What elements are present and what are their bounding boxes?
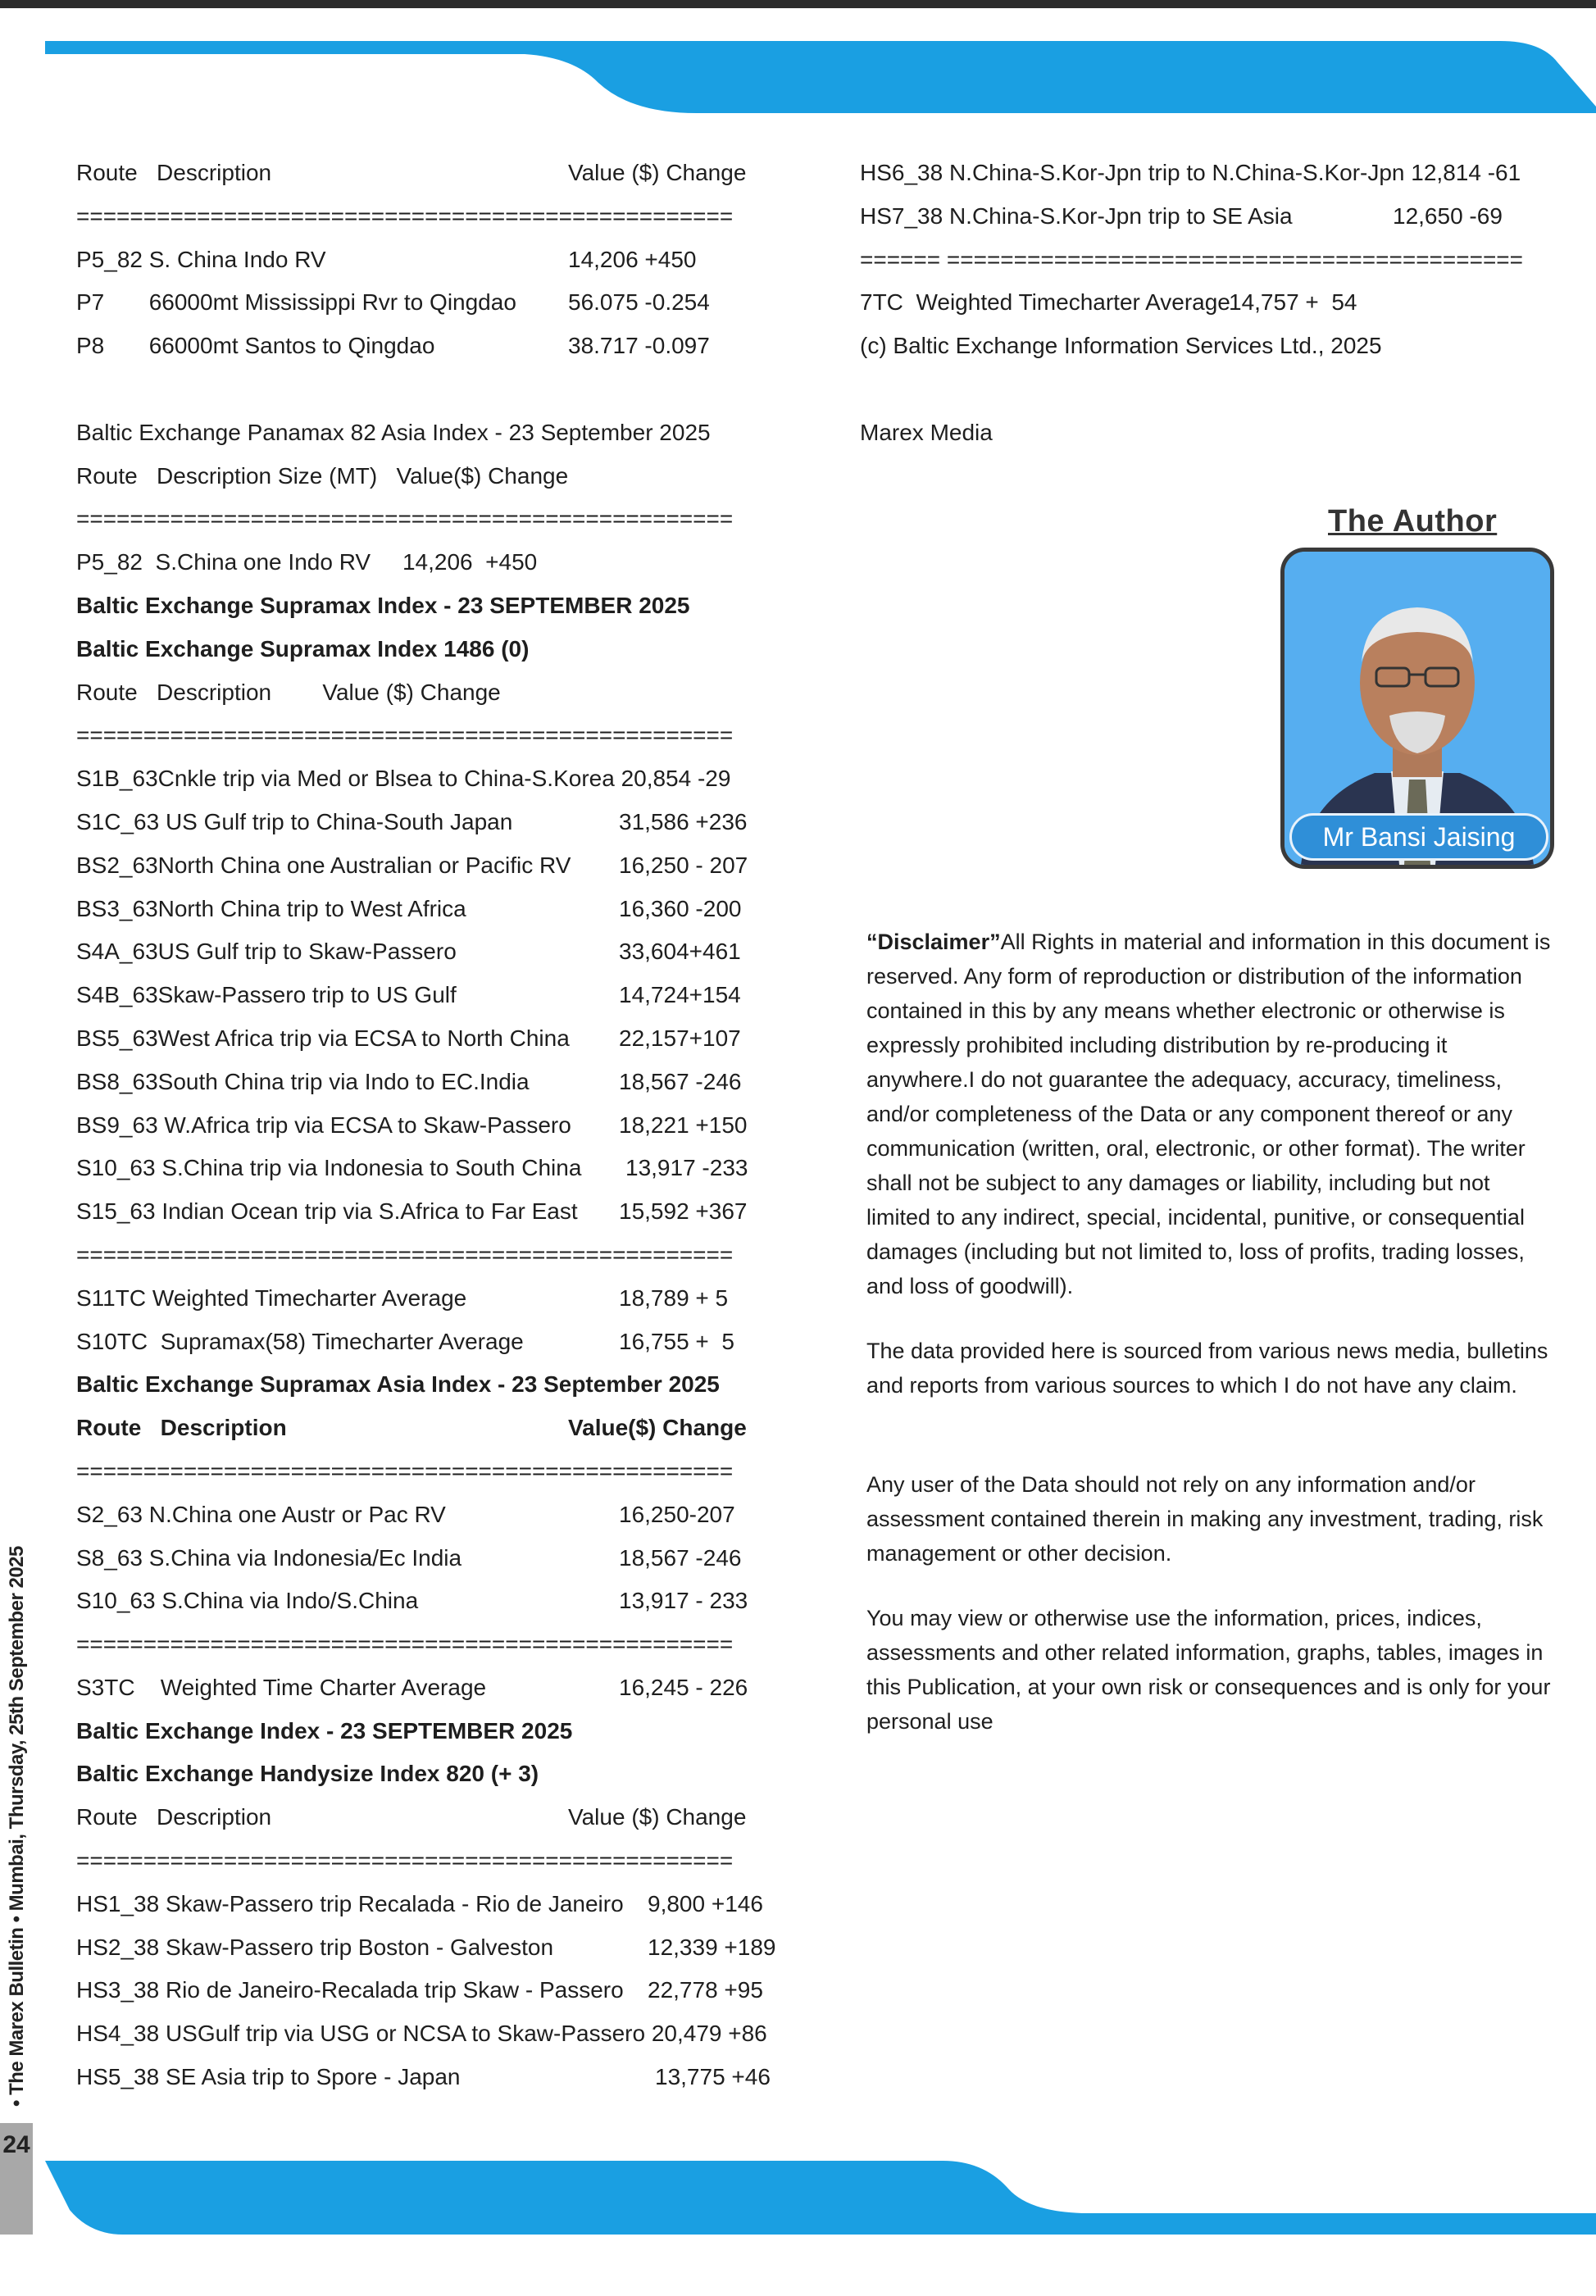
line-value: 13,917 -233 xyxy=(625,1155,748,1181)
disclaimer-paragraph xyxy=(866,925,1555,1303)
left-text-line xyxy=(76,1796,814,1839)
left-text-line xyxy=(76,1234,814,1277)
line-label: ================================================= xyxy=(76,1241,734,1267)
line-label: ================================================= xyxy=(76,1631,734,1657)
line-label: ================================================= xyxy=(76,1457,734,1484)
publication-side-label: • The Marex Bulletin • Mumbai, Thursday, 25th September 2025 xyxy=(6,1546,28,2107)
line-label: BS9_63 W.Africa trip via ECSA to Skaw-Passero xyxy=(76,1112,571,1138)
line-label: (c) Baltic Exchange Information Services Ltd., 2025 xyxy=(860,333,1382,359)
line-label: Baltic Exchange Handysize Index 820 (+ 3) xyxy=(76,1761,539,1787)
line-label: BS5_63West Africa trip via ECSA to North China xyxy=(76,1025,570,1051)
line-label: HS5_38 SE Asia trip to Spore - Japan xyxy=(76,2064,461,2090)
line-label: Baltic Exchange Panamax 82 Asia Index - 23 September 2025 xyxy=(76,419,711,445)
left-text-line xyxy=(76,1407,814,1450)
line-label: P8 66000mt Santos to Qingdao xyxy=(76,333,435,359)
left-text-line xyxy=(76,1104,814,1148)
right-text-line xyxy=(860,281,1565,325)
line-value: 18,567 -246 xyxy=(619,1068,742,1094)
line-value: 33,604+461 xyxy=(619,939,741,965)
right-text-line xyxy=(860,239,1565,282)
line-value: 18,789 + 5 xyxy=(619,1284,729,1311)
left-text-line xyxy=(76,1321,814,1364)
line-value: 15,592 +367 xyxy=(619,1198,748,1225)
line-value: 14,206 +450 xyxy=(568,246,697,272)
right-text-line xyxy=(860,152,1565,195)
line-label: ================================================= xyxy=(76,1848,734,1874)
left-text-line xyxy=(76,801,814,844)
line-value: 22,778 +95 xyxy=(648,1977,763,2003)
left-text-line xyxy=(76,541,814,584)
disclaimer-text: All Rights in material and information in this document is reserved. Any form of reproduction or distribution of the information contained in this by any means whether electronic or otherwise is expressly prohibited including distribution by re-producing it anywhere.I do not guarantee the adequacy, accuracy, timeliness, and/or completeness of the Data or any component thereof or any communication (written, oral, electronic, or other format). The writer shall not be subject to any damages or liability, including but not limited to any indirect, special, incidental, punitive, or consequential damages (including but not limited to, loss of profits, trading losses, and loss of goodwill). xyxy=(866,930,1551,1298)
line-label: S10TC Supramax(58) Timecharter Average xyxy=(76,1328,524,1354)
line-label: HS1_38 Skaw-Passero trip Recalada - Rio de Janeiro xyxy=(76,1890,624,1916)
line-value: 16,245 - 226 xyxy=(619,1674,748,1700)
line-label: Route Description Size (MT) Value($) Change xyxy=(76,462,569,489)
line-label: Baltic Exchange Index - 23 SEPTEMBER 2025 xyxy=(76,1717,573,1744)
left-column-rates xyxy=(76,152,814,2099)
line-value: 56.075 -0.254 xyxy=(568,289,710,316)
line-label: Marex Media xyxy=(860,419,993,445)
line-label: ================================================= xyxy=(76,202,734,229)
right-text-line xyxy=(860,325,1565,368)
left-text-line xyxy=(76,325,814,368)
line-label: Baltic Exchange Supramax Index - 23 SEPTEMBER 2025 xyxy=(76,592,690,618)
left-text-line xyxy=(76,757,814,801)
left-text-line xyxy=(76,1926,814,1970)
left-text-line xyxy=(76,1537,814,1580)
line-label: HS7_38 N.China-S.Kor-Jpn trip to SE Asia xyxy=(860,202,1293,229)
line-label: BS8_63South China trip via Indo to EC.India xyxy=(76,1068,530,1094)
line-label: S2_63 N.China one Austr or Pac RV xyxy=(76,1501,446,1527)
line-value: 16,360 -200 xyxy=(619,895,742,921)
left-text-line xyxy=(76,498,814,541)
left-text-line xyxy=(76,281,814,325)
line-label: HS4_38 USGulf trip via USG or NCSA to Skaw-Passero 20,479 +86 xyxy=(76,2021,767,2047)
line-value: 16,755 + 5 xyxy=(619,1328,734,1354)
right-text-line xyxy=(860,368,1565,411)
line-label: S3TC Weighted Time Charter Average xyxy=(76,1674,487,1700)
line-value: 12,339 +189 xyxy=(648,1934,776,1960)
line-value: Value($) Change xyxy=(568,1415,747,1441)
left-text-line xyxy=(76,1753,814,1796)
line-label: Route Description Value ($) Change xyxy=(76,679,501,705)
line-label: S10_63 S.China via Indo/S.China xyxy=(76,1588,419,1614)
left-text-line xyxy=(76,239,814,282)
line-value: 14,757 + 54 xyxy=(1229,289,1357,316)
right-column-rates xyxy=(860,152,1565,455)
line-label: S1C_63 US Gulf trip to China-South Japan xyxy=(76,808,513,834)
author-name-badge: Mr Bansi Jaising xyxy=(1289,813,1548,861)
line-label: S4B_63Skaw-Passero trip to US Gulf xyxy=(76,982,457,1008)
line-label: HS6_38 N.China-S.Kor-Jpn trip to N.China-S.Kor-Jpn 12,814 -61 xyxy=(860,160,1521,185)
left-text-line xyxy=(76,1017,814,1061)
line-value: 22,157+107 xyxy=(619,1025,741,1051)
line-label: S8_63 S.China via Indonesia/Ec India xyxy=(76,1544,462,1571)
line-label: ====== =========================================== xyxy=(860,246,1524,272)
line-value: 38.717 -0.097 xyxy=(568,333,710,359)
bottom-blue-banner xyxy=(0,2156,1596,2238)
left-text-line xyxy=(76,930,814,974)
left-text-line xyxy=(76,628,814,671)
line-label: P5_82 S. China Indo RV xyxy=(76,246,326,272)
right-text-line xyxy=(860,195,1565,239)
left-text-line xyxy=(76,1363,814,1407)
line-value: 12,650 -69 xyxy=(1393,202,1503,229)
left-text-line xyxy=(76,1623,814,1666)
left-text-line xyxy=(76,1277,814,1321)
left-text-line xyxy=(76,1969,814,2012)
line-label: Route Description xyxy=(76,160,272,185)
left-text-line xyxy=(76,714,814,757)
line-value: 18,567 -246 xyxy=(619,1544,742,1571)
left-text-line xyxy=(76,455,814,498)
left-text-line xyxy=(76,2056,814,2099)
line-label: ================================================= xyxy=(76,506,734,532)
left-text-line xyxy=(76,152,814,195)
page-number-tab xyxy=(0,2123,33,2235)
left-text-line xyxy=(76,1666,814,1710)
line-value: 13,775 +46 xyxy=(655,2064,771,2090)
line-value: 18,221 +150 xyxy=(619,1112,748,1138)
left-text-line xyxy=(76,1494,814,1537)
line-label: HS3_38 Rio de Janeiro-Recalada trip Skaw - Passero xyxy=(76,1977,624,2003)
top-blue-banner xyxy=(0,38,1596,116)
left-text-line xyxy=(76,1710,814,1753)
line-label: P5_82 S.China one Indo RV 14,206 +450 xyxy=(76,549,538,575)
line-label: S15_63 Indian Ocean trip via S.Africa to Far East xyxy=(76,1198,578,1225)
left-text-line xyxy=(76,195,814,239)
line-label: S4A_63US Gulf trip to Skaw-Passero xyxy=(76,939,457,965)
line-value: 14,724+154 xyxy=(619,982,741,1008)
disclaimer-label: “Disclaimer” xyxy=(866,930,1001,954)
left-text-line xyxy=(76,584,814,628)
left-text-line xyxy=(76,1147,814,1190)
left-text-line xyxy=(76,888,814,931)
line-label: Baltic Exchange Supramax Index 1486 (0) xyxy=(76,635,530,662)
line-label: Route Description xyxy=(76,1415,287,1441)
line-value: 13,917 - 233 xyxy=(619,1588,748,1614)
left-text-line xyxy=(76,1580,814,1623)
line-label: P7 66000mt Mississippi Rvr to Qingdao xyxy=(76,289,516,316)
line-label: Route Description xyxy=(76,1804,272,1830)
top-dark-bar xyxy=(0,0,1596,8)
line-label: ================================================= xyxy=(76,722,734,748)
author-heading: The Author xyxy=(1328,504,1498,539)
line-value: 16,250 - 207 xyxy=(619,852,748,878)
line-label: Baltic Exchange Supramax Asia Index - 23 September 2025 xyxy=(76,1371,720,1398)
left-text-line xyxy=(76,1061,814,1104)
left-text-line xyxy=(76,1839,814,1883)
line-value: 16,250-207 xyxy=(619,1501,735,1527)
page-number: 24 xyxy=(2,2131,30,2158)
left-text-line xyxy=(76,844,814,888)
data-source-paragraph: The data provided here is sourced from various news media, bulletins and reports from various sources to which I do not have any claim. xyxy=(866,1339,1548,1398)
line-label: S11TC Weighted Timecharter Average xyxy=(76,1284,467,1311)
line-label: 7TC Weighted Timecharter Average xyxy=(860,289,1230,316)
left-text-line xyxy=(76,974,814,1017)
line-value: 31,586 +236 xyxy=(619,808,748,834)
line-value: Value ($) Change xyxy=(568,1804,747,1830)
left-text-line xyxy=(76,2012,814,2056)
left-text-line xyxy=(76,671,814,715)
left-text-line xyxy=(76,411,814,455)
left-text-line xyxy=(76,1883,814,1926)
personal-use-paragraph: You may view or otherwise use the information, prices, indices, assessments and other related information, graphs, tables, images in this Publication, at your own risk or consequences and is only for your personal use xyxy=(866,1606,1551,1734)
right-text-line xyxy=(860,411,1565,455)
line-label: S10_63 S.China trip via Indonesia to South China xyxy=(76,1155,582,1181)
left-text-line xyxy=(76,1190,814,1234)
line-value: 9,800 +146 xyxy=(648,1890,763,1916)
line-value: Value ($) Change xyxy=(568,160,747,185)
line-label: BS3_63North China trip to West Africa xyxy=(76,895,466,921)
line-label: S1B_63Cnkle trip via Med or Blsea to China-S.Korea 20,854 -29 xyxy=(76,766,731,792)
line-label: HS2_38 Skaw-Passero trip Boston - Galveston xyxy=(76,1934,554,1960)
left-text-line xyxy=(76,1450,814,1494)
line-label: BS2_63North China one Australian or Pacific RV xyxy=(76,852,571,878)
left-text-line xyxy=(76,368,814,411)
no-reliance-paragraph: Any user of the Data should not rely on any information and/or assessment contained therein in making any investment, trading, risk management or other decision. xyxy=(866,1472,1544,1566)
